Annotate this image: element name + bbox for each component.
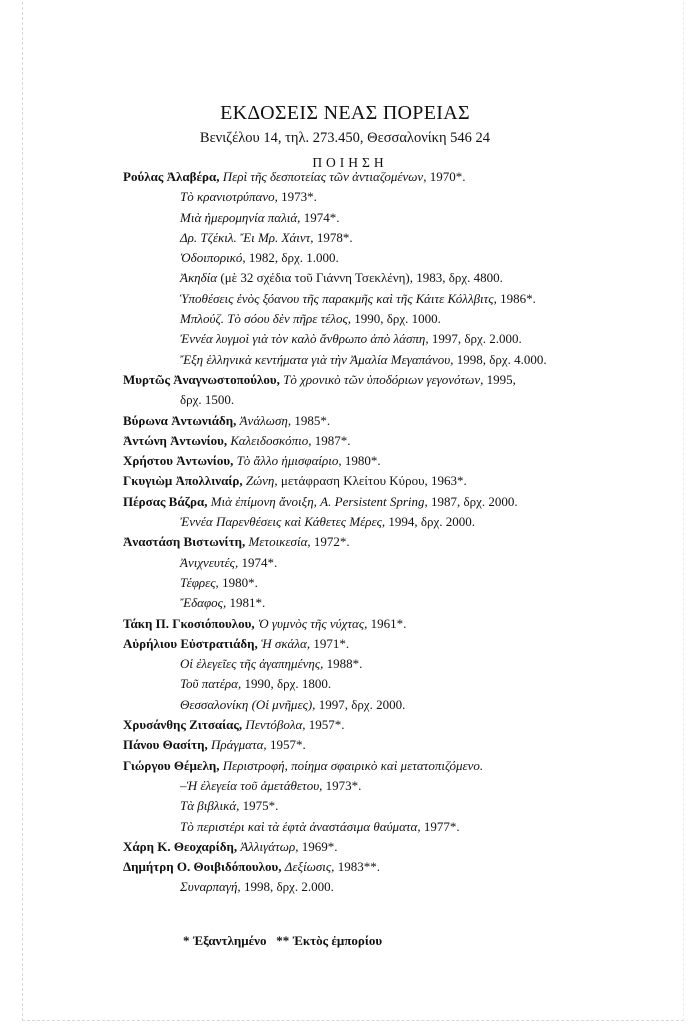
book-title: Ἀκηδία bbox=[180, 270, 221, 286]
publisher-title: ΕΚΔΟΣΕΙΣ ΝΕΑΣ ΠΟΡΕΙΑΣ bbox=[220, 102, 470, 124]
publication-details: 1995, bbox=[486, 371, 516, 387]
book-title: Ἀνιχνευτές, bbox=[180, 554, 242, 570]
publication-details: 1990, δρχ. 1000. bbox=[354, 311, 441, 327]
publication-details: 1987*. bbox=[314, 432, 351, 448]
publication-details: μετάφραση Κλείτου Κύρου, 1963*. bbox=[280, 473, 467, 489]
book-title: Περιστροφή, ποίημα σφαιρικὸ καὶ μετατοπιζόμενο. bbox=[222, 757, 484, 773]
title-continuation bbox=[123, 654, 643, 674]
author-entry bbox=[123, 167, 643, 187]
book-title: Δεξίωσις, bbox=[284, 859, 338, 875]
book-title: Δρ. Τζέκιλ. Ἔι Μρ. Χάιντ, bbox=[180, 229, 317, 245]
title-continuation bbox=[123, 512, 643, 532]
title-continuation bbox=[123, 208, 643, 228]
book-title: Τὸ κρανιοτρύπανο, bbox=[180, 189, 282, 205]
book-title: Οἱ ἐλεγεῖες τῆς ἀγαπημένης, bbox=[180, 656, 327, 672]
book-title: Ὁδοιπορικό, bbox=[180, 250, 249, 266]
book-title: Τοῦ πατέρα, bbox=[180, 676, 245, 692]
publication-details: 1957*. bbox=[308, 717, 345, 733]
publication-details: 1957*. bbox=[269, 737, 306, 753]
book-title: Ζώνη, bbox=[245, 473, 281, 489]
book-title: Περὶ τῆς δεσποτείας τῶν ἀντιαζομένων, bbox=[222, 169, 430, 184]
publication-details: 1969*. bbox=[301, 838, 338, 854]
publication-details: 1974*. bbox=[241, 554, 278, 570]
book-title: Ἀλλιγάτωρ, bbox=[240, 838, 302, 854]
book-title: Θεσσαλονίκη (Οἱ μνῆμες), bbox=[180, 696, 319, 712]
author-entry bbox=[123, 715, 643, 735]
publication-details: 1998, δρχ. 2.000. bbox=[243, 879, 334, 895]
publication-details: 1981*. bbox=[229, 595, 266, 611]
title-continuation bbox=[123, 796, 643, 816]
author-name: Χρυσάνθης Ζιτσαίας, bbox=[123, 717, 246, 733]
author-name: Τάκη Π. Γκοσιόπουλου, bbox=[123, 615, 258, 631]
publication-details: 1973*. bbox=[281, 189, 317, 205]
title-continuation bbox=[123, 248, 643, 268]
publication-details: (μὲ 32 σχέδια τοῦ Γιάννη Τσεκλένη), 1983, δρχ. 4800. bbox=[220, 270, 503, 286]
author-entry bbox=[123, 735, 643, 755]
author-name: Χρήστου Ἀντωνίου, bbox=[123, 453, 237, 469]
author-name: Δημήτρη Ο. Θοιβιδόπουλου, bbox=[123, 859, 285, 875]
publication-details: 1994, δρχ. 2000. bbox=[388, 514, 476, 530]
author-entry bbox=[123, 857, 643, 877]
book-title: Ἐννέα λυγμοὶ γιὰ τὸν καλὸ ἄνθρωπο ἀπὸ λάσπη, bbox=[180, 331, 432, 347]
publication-details: 1983**. bbox=[337, 859, 380, 875]
title-continuation bbox=[123, 573, 643, 593]
author-name: Ἀναστάση Βιστωνίτη, bbox=[123, 534, 249, 550]
publication-details: 1998, δρχ. 4.000. bbox=[456, 351, 547, 367]
author-entry bbox=[123, 431, 643, 451]
title-continuation bbox=[123, 817, 643, 837]
title-continuation bbox=[123, 309, 643, 329]
book-title: Μιὰ ἡμερομηνία παλιά, bbox=[180, 209, 304, 225]
book-title: Τὸ ἄλλο ἡμισφαίριο, bbox=[236, 453, 345, 469]
author-entry bbox=[123, 411, 643, 431]
publication-details: 1982, δρχ. 1.000. bbox=[248, 250, 339, 266]
book-title: Μπλούζ. Τὸ σόου δὲν πῆρε τέλος, bbox=[180, 311, 355, 327]
author-name: Χάρη Κ. Θεοχαρίδη, bbox=[123, 838, 241, 854]
title-continuation bbox=[123, 390, 643, 410]
author-entry bbox=[123, 370, 643, 390]
title-continuation bbox=[123, 329, 643, 349]
book-title: Μετοικεσία, bbox=[248, 534, 314, 550]
book-title: Ἐννέα Παρενθέσεις καὶ Κάθετες Μέρες, bbox=[180, 514, 389, 530]
book-title: Μιὰ ἐπίμονη ἄνοιξη, A. Persistent Spring, bbox=[210, 493, 432, 509]
publication-details: 1997, δρχ. 2.000. bbox=[431, 331, 522, 347]
book-title: Ἡ σκάλα, bbox=[261, 635, 314, 651]
author-entry bbox=[123, 532, 643, 552]
section-title: ΠΟΙΗΣΗ bbox=[312, 155, 388, 170]
title-continuation bbox=[123, 776, 643, 796]
book-title: Ἀνάλωση, bbox=[239, 412, 295, 428]
book-title: –Ἡ ἐλεγεία τοῦ ἀμετάθετου, bbox=[180, 777, 326, 793]
title-continuation bbox=[123, 553, 643, 573]
publisher-address: Βενιζέλου 14, τηλ. 273.450, Θεσσαλονίκη 546 24 bbox=[199, 130, 491, 146]
author-name: Πέρσας Βάζρα, bbox=[123, 493, 211, 509]
title-continuation bbox=[123, 877, 643, 897]
publication-details: 1970*. bbox=[429, 169, 466, 184]
author-name: Ἀντώνη Ἀντωνίου, bbox=[123, 432, 231, 448]
title-continuation bbox=[123, 228, 643, 248]
book-title: Πεντόβολα, bbox=[245, 717, 309, 733]
book-title: Τὰ βιβλικά, bbox=[180, 798, 243, 814]
footnote-legend: * Ἐξαντλημένο ** Ἐκτὸς ἐμπορίου bbox=[183, 933, 383, 948]
author-name: Γιώργου Θέμελη, bbox=[123, 757, 223, 773]
book-title: Ὑποθέσεις ἑνὸς ξόανου τῆς παρακμῆς καὶ τῆς Κάιτε Κόλλβιτς, bbox=[180, 290, 501, 306]
title-continuation bbox=[123, 268, 643, 288]
publication-details: 1971*. bbox=[313, 635, 350, 651]
publication-details: 1980*. bbox=[222, 574, 258, 590]
book-title: Συναρπαγή, bbox=[180, 879, 244, 895]
publication-details: 1985*. bbox=[294, 412, 331, 428]
publication-details: 1978*. bbox=[316, 229, 353, 245]
publication-details: 1990, δρχ. 1800. bbox=[244, 676, 332, 692]
publication-details: 1987, δρχ. 2000. bbox=[431, 493, 518, 509]
author-entry bbox=[123, 451, 643, 471]
author-name: Ρούλας Ἀλαβέρα, bbox=[123, 169, 223, 184]
publication-details: 1973*. bbox=[325, 777, 362, 793]
book-title: Καλειδοσκόπιο, bbox=[230, 432, 315, 448]
author-entry bbox=[123, 756, 643, 776]
publication-details: 1972*. bbox=[313, 534, 350, 550]
publication-details: 1977*. bbox=[423, 818, 460, 834]
title-continuation bbox=[123, 695, 643, 715]
author-entry bbox=[123, 837, 643, 857]
publication-details: δρχ. 1500. bbox=[180, 392, 235, 408]
book-title: Πράγματα, bbox=[211, 737, 270, 753]
book-title: Τέφρες, bbox=[180, 574, 223, 590]
publication-details: 1980*. bbox=[344, 453, 381, 469]
book-title: Τὸ χρονικὸ τῶν ὑποδόριων γεγονότων, bbox=[283, 371, 487, 387]
author-name: Πάνου Θασίτη, bbox=[123, 737, 212, 753]
title-continuation bbox=[123, 593, 643, 613]
publication-details: 1986*. bbox=[500, 290, 536, 306]
author-name: Μυρτῶς Ἀναγνωστοπούλου, bbox=[123, 371, 284, 387]
publication-details: 1997, δρχ. 2000. bbox=[318, 696, 406, 712]
author-name: Αὐρήλιου Εὐστρατιάδη, bbox=[123, 635, 261, 651]
publication-details: 1974*. bbox=[303, 209, 340, 225]
book-title: Ἔδαφος, bbox=[180, 595, 230, 611]
publication-details: 1988*. bbox=[326, 656, 363, 672]
author-entry bbox=[123, 614, 643, 634]
title-continuation bbox=[123, 674, 643, 694]
book-title: Τὸ περιστέρι καὶ τὰ ἑφτὰ ἀναστάσιμα θαύματα, bbox=[180, 818, 424, 834]
catalog-list bbox=[123, 167, 643, 898]
book-title: Ὁ γυμνὸς τῆς νύχτας, bbox=[257, 615, 371, 631]
title-continuation bbox=[123, 350, 643, 370]
title-continuation bbox=[123, 187, 643, 207]
author-entry bbox=[123, 634, 643, 654]
author-entry bbox=[123, 471, 643, 491]
publication-details: 1961*. bbox=[370, 615, 407, 631]
author-name: Γκυγιὼμ Ἀπολλιναίρ, bbox=[123, 473, 246, 489]
title-continuation bbox=[123, 289, 643, 309]
author-entry bbox=[123, 492, 643, 512]
publication-details: 1975*. bbox=[242, 798, 279, 814]
author-name: Βύρωνα Ἀντωνιάδη, bbox=[123, 412, 240, 428]
book-title: Ἔξη ἑλληνικὰ κεντήματα γιὰ τὴν Ἀμαλία Μεγαπάνου, bbox=[180, 351, 457, 367]
